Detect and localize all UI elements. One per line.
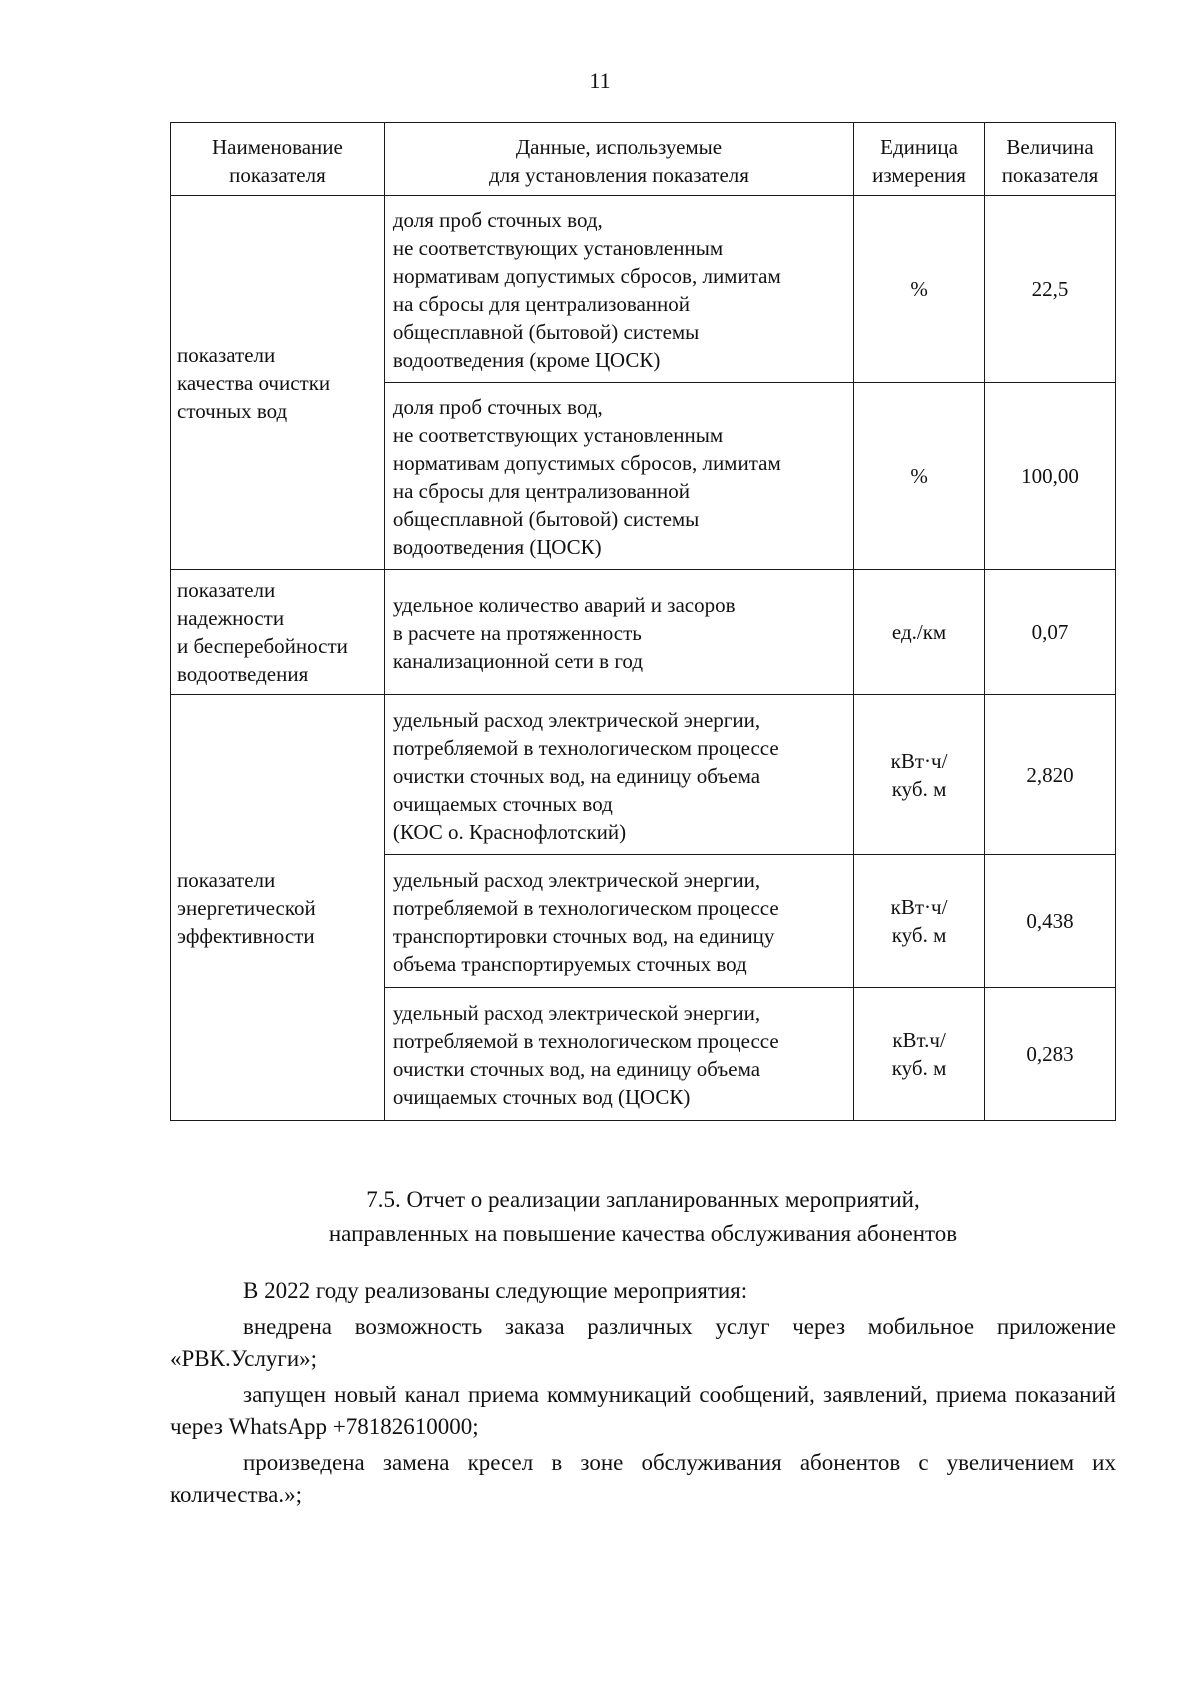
row-value: 0,283: [985, 988, 1116, 1121]
paragraph: запущен новый канал приема коммуникаций сообщений, заявлений, приема показаний через WhatsApp +78182610000;: [170, 1382, 1116, 1439]
table-row: [171, 196, 1116, 383]
header-source-data: Данные, используемые для установления показателя: [384, 123, 853, 196]
paragraph: внедрена возможность заказа различных услуг через мобильное приложение «РВК.Услуги»;: [170, 1314, 1116, 1371]
row-value: 0,438: [985, 855, 1116, 988]
group-name-reliability: показатели надежности и бесперебойности водоотведения: [171, 570, 385, 695]
indicators-table: [170, 122, 1116, 1121]
row-unit: %: [854, 383, 985, 570]
row-unit: кВт.ч/ куб. м: [854, 988, 985, 1121]
row-data: удельный расход электрической энергии, потребляемой в технологическом процессе транспортировки сточных вод, на единицу объема транспортируемых сточных вод: [384, 855, 853, 988]
row-value: 2,820: [985, 695, 1116, 855]
paragraph: произведена замена кресел в зоне обслуживания абонентов с увеличением их количества.»;: [170, 1450, 1116, 1507]
paragraph: В 2022 году реализованы следующие мероприятия:: [243, 1278, 748, 1303]
section-heading-line: направленных на повышение качества обслуживания абонентов: [328, 1221, 958, 1246]
group-name-energy: показатели энергетической эффективности: [171, 695, 385, 1121]
group-name-quality: показатели качества очистки сточных вод: [171, 196, 385, 570]
page-number: 11: [589, 68, 611, 93]
row-value: 100,00: [985, 383, 1116, 570]
row-unit: кВт·ч/ куб. м: [854, 695, 985, 855]
header-unit: Единица измерения: [854, 123, 985, 196]
row-unit: %: [854, 196, 985, 383]
row-value: 22,5: [985, 196, 1116, 383]
section-body: [170, 1275, 1116, 1515]
section-heading: [170, 1183, 1116, 1251]
row-data: доля проб сточных вод, не соответствующих установленным нормативам допустимых сбросов, лимитам на сбросы для централизованной общесплавной (бытовой) системы водоотведения (ЦОСК): [384, 383, 853, 570]
row-data: удельный расход электрической энергии, потребляемой в технологическом процессе очистки сточных вод, на единицу объема очищаемых сточных вод (КОС о. Краснофлотский): [384, 695, 853, 855]
row-unit: кВт·ч/ куб. м: [854, 855, 985, 988]
header-indicator-name: Наименование показателя: [171, 123, 385, 196]
header-value: Величина показателя: [985, 123, 1116, 196]
table-row: [171, 570, 1116, 695]
table-header-row: [171, 123, 1116, 196]
table-row: [171, 695, 1116, 855]
row-data: доля проб сточных вод, не соответствующих установленным нормативам допустимых сбросов, лимитам на сбросы для централизованной общесплавной (бытовой) системы водоотведения (кроме ЦОСК): [384, 196, 853, 383]
section-heading-line: 7.5. Отчет о реализации запланированных мероприятий,: [366, 1187, 920, 1212]
row-data: удельное количество аварий и засоров в расчете на протяженность канализационной сети в год: [384, 570, 853, 695]
row-value: 0,07: [985, 570, 1116, 695]
row-unit: ед./км: [854, 570, 985, 695]
row-data: удельный расход электрической энергии, потребляемой в технологическом процессе очистки сточных вод, на единицу объема очищаемых сточных вод (ЦОСК): [384, 988, 853, 1121]
